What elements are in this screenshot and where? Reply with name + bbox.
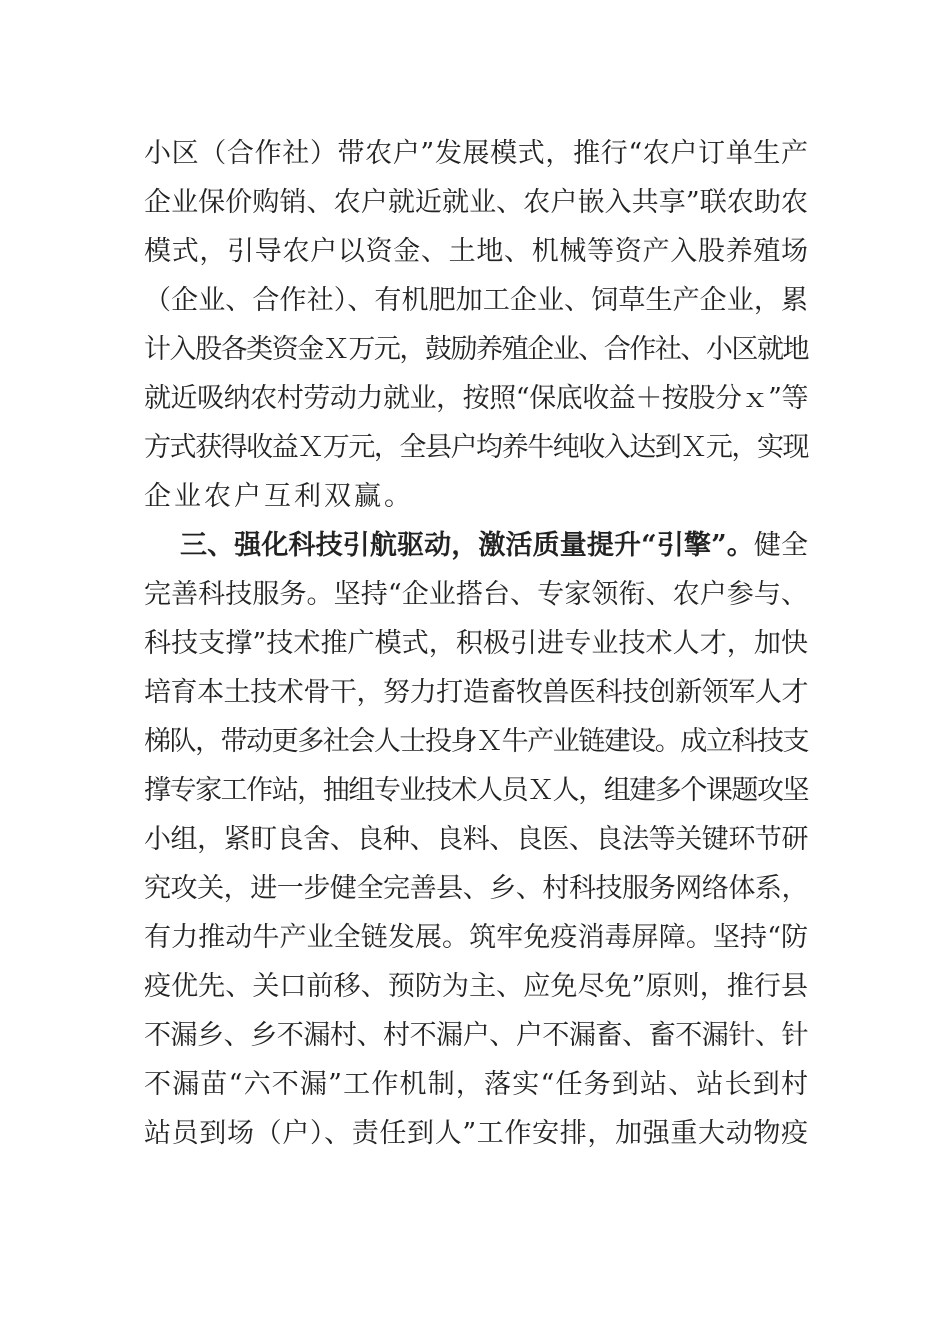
text-line: 小组，紧盯良舍、良种、良料、良医、良法等关键环节研 (144, 824, 808, 855)
text-line: 模式，引导农户以资金、土地、机械等资产入股养殖场 (144, 236, 808, 267)
text-line: 企业农户互利双赢。 (144, 481, 414, 512)
text-line: 站员到场（户）、责任到人”工作安排，加强重大动物疫 (144, 1118, 808, 1149)
text-line: 有力推动牛产业全链发展。筑牢免疫消毒屏障。坚持“防 (144, 922, 808, 953)
text-line: 方式获得收益Ｘ万元，全县户均养牛纯收入达到Ｘ元，实现 (144, 432, 808, 463)
text-line: 梯队，带动更多社会人士投身Ｘ牛产业链建设。成立科技支 (144, 726, 808, 757)
paragraph-1 (144, 129, 808, 521)
text-line: 不漏苗“六不漏”工作机制，落实“任务到站、站长到村 (144, 1069, 808, 1100)
text-fragment: 健全 (753, 530, 809, 561)
text-line: 完善科技服务。坚持“企业搭台、专家领衔、农户参与、 (144, 579, 808, 610)
text-line: （企业、合作社）、有机肥加工企业、饲草生产企业，累 (144, 285, 808, 316)
text-line: 就近吸纳农村劳动力就业，按照“保底收益＋按股分ｘ”等 (144, 383, 808, 414)
text-line: 小区（合作社）带农户”发展模式，推行“农户订单生产 (144, 138, 808, 169)
text-line (144, 521, 808, 570)
text-line: 疫优先、关口前移、预防为主、应免尽免”原则，推行县 (144, 971, 808, 1002)
text-line: 撑专家工作站，抽组专业技术人员Ｘ人，组建多个课题攻坚 (144, 775, 808, 806)
text-line: 企业保价购销、农户就近就业、农户嵌入共享”联农助农 (144, 187, 808, 218)
document-body (144, 129, 808, 1158)
text-line: 计入股各类资金Ｘ万元，鼓励养殖企业、合作社、小区就地 (144, 334, 808, 365)
text-line: 培育本土技术骨干，努力打造畜牧兽医科技创新领军人才 (144, 677, 808, 708)
section-heading: 三、强化科技引航驱动，激活质量提升“引擎”。 (180, 530, 754, 561)
paragraph-2 (144, 521, 808, 1158)
text-line: 究攻关，进一步健全完善县、乡、村科技服务网络体系， (144, 873, 808, 904)
text-line: 科技支撑”技术推广模式，积极引进专业技术人才，加快 (144, 628, 808, 659)
text-line: 不漏乡、乡不漏村、村不漏户、户不漏畜、畜不漏针、针 (144, 1020, 808, 1051)
